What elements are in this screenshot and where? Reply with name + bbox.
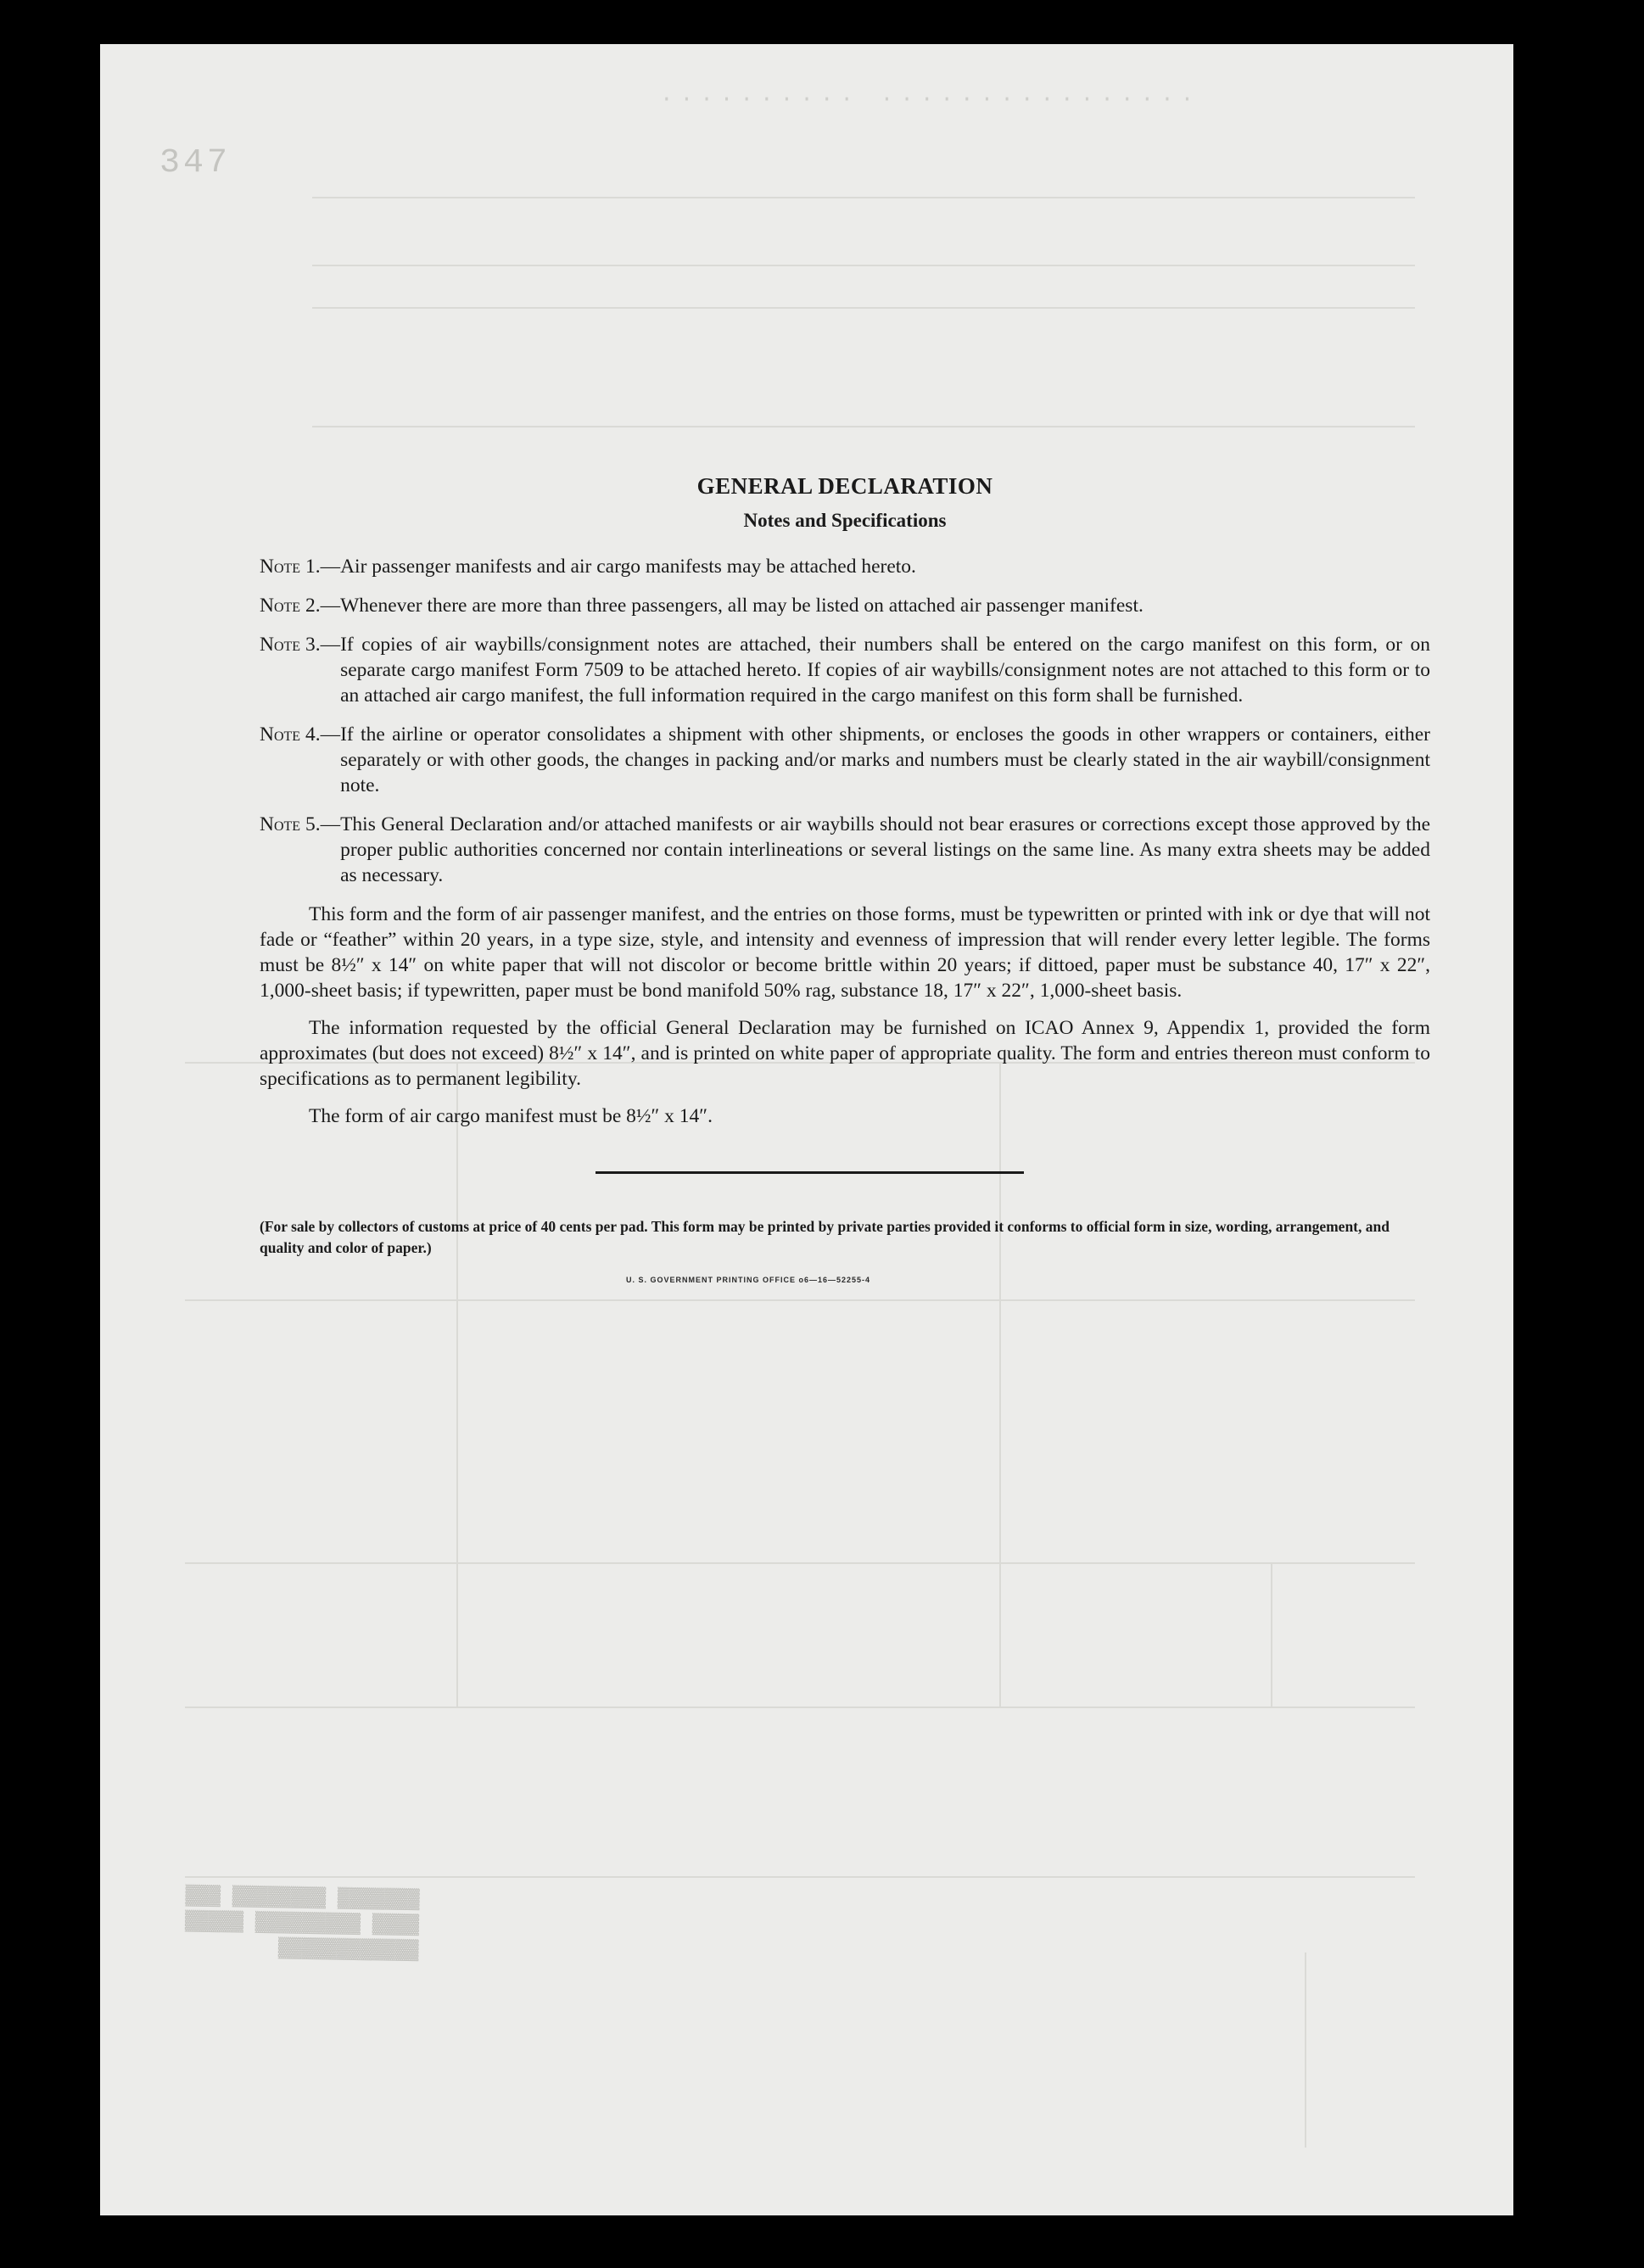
note-label: Note 4.— [260,723,341,746]
bleed-through-line [1305,1952,1306,2148]
page-number: 347 [159,144,232,182]
note-text: This General Declaration and/or attached manifests or air waybills should not bear erasures or corrections except those approved by the proper public authorities concerned nor contain interlineations or several listings on the same line. As many extra sheets may be added as necessary. [340,813,1430,886]
note-text: If copies of air waybills/consignment notes are attached, their numbers shall be entered on the cargo manifest on this form, or on separate cargo manifest Form 7509 to be attached hereto. If copies of air waybills/consignment notes are not attached to this form or to an attached air cargo manifest, the full information required in the cargo manifest on this form shall be furnished. [340,634,1430,707]
divider-rule [596,1171,1024,1174]
note-3 [260,632,1430,708]
note-text: If the airline or operator consolidates a shipment with other shipments, or encloses the goods in other wrappers or containers, either separately or with other goods, the changes in packing and/or marks and numbers must be clearly stated in the air waybill/consignment note. [340,723,1430,796]
note-4 [260,722,1430,798]
note-label: Note 5.— [260,813,341,835]
bleed-through-stamp: ▓▓▓▓▓▓▓ ▓▓▓▓▓▓▓▓ ▓▓▓ ▓▓▓▓ ▓▓▓▓▓▓▓▓▓ ▓▓▓▓▓ ▓▓▓▓▓▓▓▓▓▓▓▓ [184,1884,420,1962]
bleed-through-line [185,1299,1415,1301]
note-text: Air passenger manifests and air cargo manifests may be attached hereto. [340,556,916,578]
bleed-through-line [1271,1562,1272,1707]
bleed-through-line [185,1562,1415,1564]
note-2 [260,593,1430,618]
note-1 [260,554,1430,579]
bleed-through-text: ·········· ················ [660,87,1201,112]
document-subtitle: Notes and Specifications [743,510,947,531]
printer-line: U. S. GOVERNMENT PRINTING OFFICE o6—16—52255-4 [626,1276,871,1284]
bleed-through-line [312,426,1415,427]
declaration-notes [260,473,1430,1284]
bleed-through-line [312,307,1415,309]
note-label: Note 1.— [260,556,341,578]
note-label: Note 3.— [260,634,341,656]
bleed-through-line [312,265,1415,266]
document-title: GENERAL DECLARATION [696,473,993,499]
note-label: Note 2.— [260,595,341,617]
document-page [100,44,1513,2215]
paragraph-cargo-manifest: The form of air cargo manifest must be 8½″ x 14″. [309,1105,713,1127]
bleed-through-line [185,1876,1415,1878]
bleed-through-line [312,197,1415,198]
paragraph-form-specs: This form and the form of air passenger manifest, and the entries on those forms, must be typewritten or printed with ink or dye that will not fade or “feather” within 20 years, in a type size, style, and intensity and evenness of impression that will render every letter legible. The forms must be 8½″ x 14″ on white paper that will not discolor or become brittle within 20 years; if dittoed, paper must be substance 40, 17″ x 22″, 1,000-sheet basis; if typewritten, paper must be bond manifold 50% rag, substance 18, 17″ x 22″, 1,000-sheet basis. [260,903,1430,1002]
sale-note: (For sale by collectors of customs at price of 40 cents per pad. This form may be printed by private parties provided it conforms to official form in size, wording, arrangement, and quality and color of paper.) [260,1218,1390,1256]
bleed-through-line [185,1707,1415,1708]
note-5 [260,812,1430,888]
paragraph-icao: The information requested by the official General Declaration may be furnished on ICAO Annex 9, Appendix 1, provided the form approximates (but does not exceed) 8½″ x 14″, and is printed on white paper of appropriate quality. The form and entries thereon must conform to specifications as to permanent legibility. [260,1017,1430,1090]
note-text: Whenever there are more than three passengers, all may be listed on attached air passenger manifest. [340,595,1144,617]
